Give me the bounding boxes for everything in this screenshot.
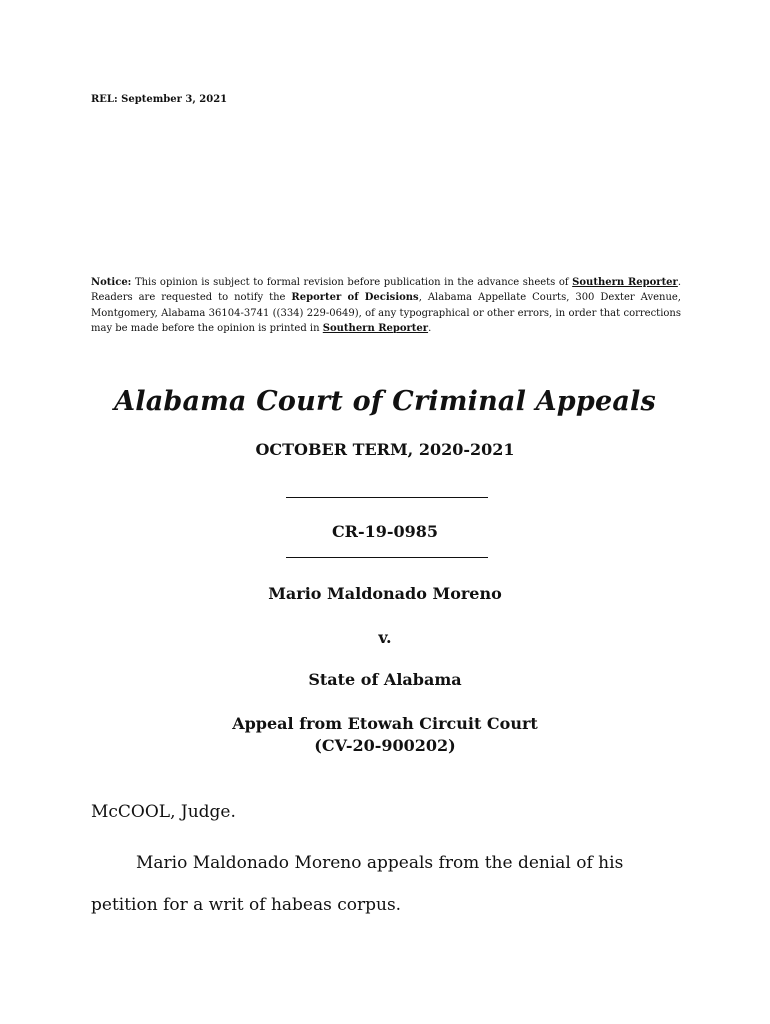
notice-text-2: . Readers are requested to notify the xyxy=(91,277,682,304)
court-name: Alabama Court of Criminal Appeals xyxy=(114,386,656,417)
release-date-value: September 3, 2021 xyxy=(121,94,228,105)
publication-notice xyxy=(91,275,681,336)
divider-bottom xyxy=(286,557,488,558)
release-label: REL: xyxy=(91,94,118,105)
southern-reporter-ref-2: Southern Reporter xyxy=(322,322,429,334)
appeal-from: Appeal from Etowah Circuit Court xyxy=(232,714,538,733)
versus: v. xyxy=(378,628,392,647)
judge-attribution: McCOOL, Judge. xyxy=(91,802,236,822)
notice-label: Notice: xyxy=(91,277,132,288)
appellant-name: Mario Maldonado Moreno xyxy=(268,584,502,603)
court-term: OCTOBER TERM, 2020-2021 xyxy=(255,440,515,459)
notice-text-4: . xyxy=(428,322,432,334)
opinion-paragraph: Mario Maldonado Moreno appeals from the denial of his petition for a writ of habeas corpus. xyxy=(91,853,624,915)
release-date xyxy=(91,94,227,105)
notice-text-1: This opinion is subject to formal revision before publication in the advance sheets of xyxy=(134,277,569,288)
appellee-name: State of Alabama xyxy=(308,670,462,689)
southern-reporter-ref-1: Southern Reporter xyxy=(572,277,678,288)
reporter-of-decisions: Reporter of Decisions xyxy=(291,292,419,304)
divider-top xyxy=(286,497,488,498)
notice-text-3: , Alabama Appellate Courts, 300 Dexter Avenue, Montgomery, Alabama 36104-3741 ((334) 229-0649), of any typographical or other errors, in order that corrections may be made before the opinion is printed in xyxy=(91,292,681,334)
case-number: CR-19-0985 xyxy=(331,522,439,541)
lower-court-case-number: (CV-20-900202) xyxy=(314,736,456,755)
